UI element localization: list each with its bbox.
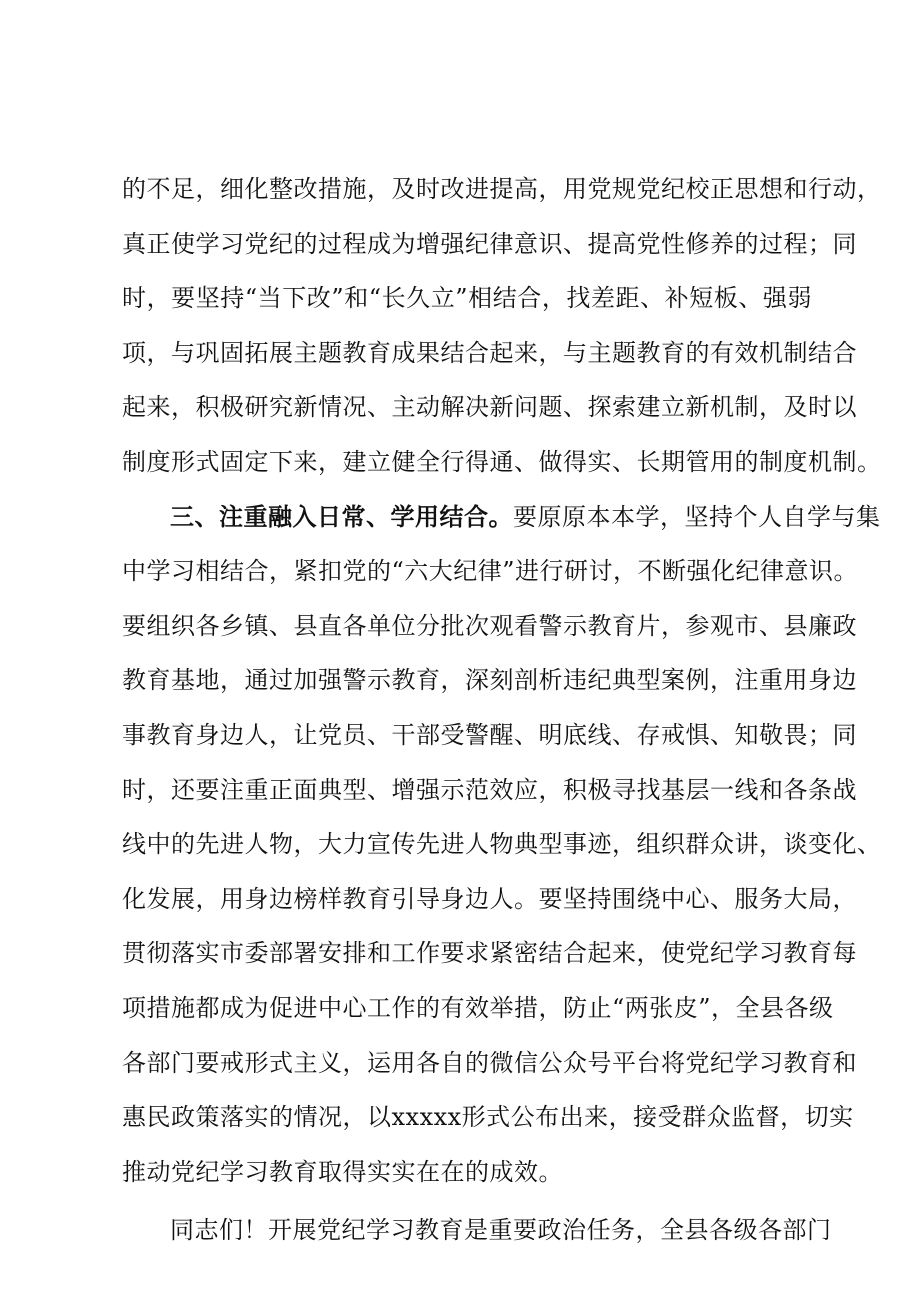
text-line: 项措施都成为促进中心工作的有效举措，防止“两张皮”，全县各级	[122, 993, 834, 1022]
text-line: 时，还要注重正面典型、增强示范效应，积极寻找基层一线和各条战	[122, 775, 857, 804]
text-line: 项，与巩固拓展主题教育成果结合起来，与主题教育的有效机制结合	[122, 338, 857, 367]
text-line	[122, 490, 881, 545]
text-line: 推动党纪学习教育取得实实在在的成效。	[122, 1157, 563, 1186]
text-line: 贯彻落实市委部署安排和工作要求紧密结合起来，使党纪学习教育每	[122, 939, 857, 968]
document-body	[122, 162, 882, 1258]
text-line: 的不足，细化整改措施，及时改进提高，用党规党纪校正思想和行动，	[122, 175, 882, 203]
text-line: 时，要坚持“当下改”和“长久立”相结合，找差距、补短板、强弱	[122, 284, 812, 313]
text-line: 中学习相结合，紧扣党的“六大纪律”进行研讨，不断强化纪律意识。	[122, 557, 859, 586]
text-line: 同志们！开展党纪学习教育是重要政治任务，全县各级各部门	[170, 1216, 832, 1245]
text-line: 起来，积极研究新情况、主动解决新问题、探索建立新机制，及时以	[122, 393, 857, 422]
text-line: 惠民政策落实的情况，以xxxxx形式公布出来，接受群众监督，切实	[122, 1103, 854, 1132]
paragraph-2	[122, 490, 882, 1200]
section-heading: 三、注重融入日常、学用结合。	[170, 501, 513, 531]
text-line: 真正使学习党纪的过程成为增强纪律意识、提高党性修养的过程；同	[122, 229, 857, 258]
text-line: 事教育身边人，让党员、干部受警醒、明底线、存戒惧、知敬畏；同	[122, 720, 857, 749]
paragraph-1	[122, 162, 882, 490]
text-line: 制度形式固定下来，建立健全行得通、做得实、长期管用的制度机制。	[122, 447, 882, 476]
text-line: 线中的先进人物，大力宣传先进人物典型事迹，组织群众讲，谈变化、	[122, 830, 882, 859]
text-line: 化发展，用身边榜样教育引导身边人。要坚持围绕中心、服务大局，	[122, 884, 857, 913]
text-line: 各部门要戒形式主义，运用各自的微信公众号平台将党纪学习教育和	[122, 1048, 857, 1077]
text-line: 教育基地，通过加强警示教育，深刻剖析违纪典型案例，注重用身边	[122, 666, 857, 695]
heading-line-rest: 要原原本本学，坚持个人自学与集	[513, 502, 881, 531]
paragraph-3	[122, 1203, 832, 1258]
text-line: 要组织各乡镇、县直各单位分批次观看警示教育片，参观市、县廉政	[122, 611, 857, 640]
